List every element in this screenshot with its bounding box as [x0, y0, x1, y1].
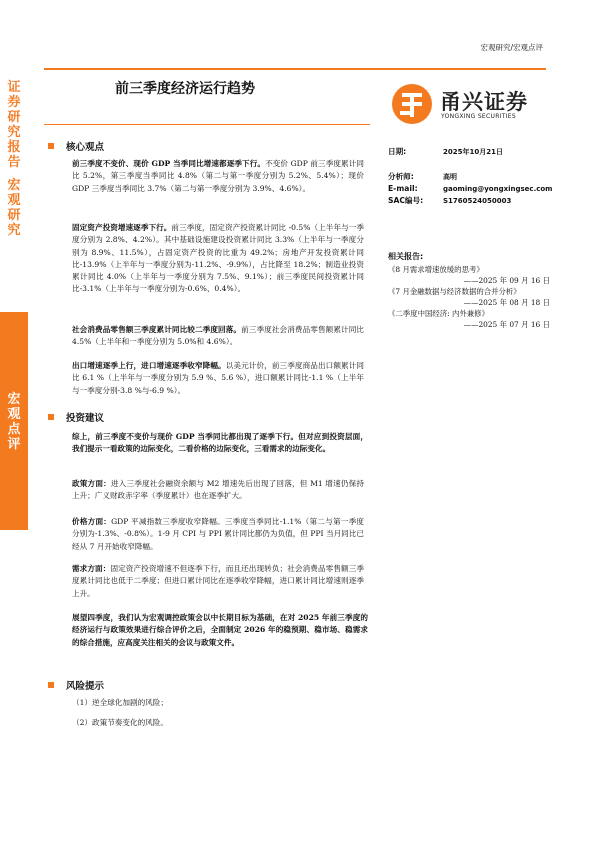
- date-value: 2025年10月21日: [443, 148, 503, 156]
- bullet-square-icon: [48, 143, 54, 149]
- related-report-item[interactable]: [388, 264, 550, 286]
- invest-paragraph-lead: 综上，前三季度不变价与现价 GDP 当季同比都出现了逐季下行。但对应到投资层面，我们提示一看政策的边际变化，二看价格的边际变化，三看需求的边际变化。: [72, 432, 368, 454]
- invest-paragraph-lead: 需求方面：: [72, 564, 111, 573]
- analyst-label: 分析师:: [388, 172, 414, 181]
- risk-item: （2）政策节奏变化的风险。: [72, 718, 168, 727]
- email-value[interactable]: gaoming@yongxingsec.com: [443, 185, 553, 193]
- core-paragraph-lead: 社会消费品零售额三季度累计同比较二季度回落。: [72, 325, 242, 334]
- invest-paragraph-body: 固定资产投资增速不但逐季下行，而且还出现转负；社会消费品零售额三季度累计同比也低于二季度；但进口累计同比在逐季收窄降幅，进口累计同比增速则逐季上升。: [72, 564, 365, 598]
- bullet-square-icon: [48, 414, 54, 420]
- section-invest-title: 投资建议: [66, 413, 105, 424]
- core-paragraph-lead: 前三季度不变价、现价 GDP 当季同比增速都逐季下行。: [72, 159, 266, 168]
- date-row: [388, 146, 503, 159]
- related-report-title[interactable]: 《7 月金融数据与经济数据的合并分析》: [388, 287, 521, 296]
- header-category: 宏观研究/宏观点评: [480, 43, 543, 52]
- page-title: 前三季度经济运行趋势: [115, 81, 255, 97]
- date-label: 日期:: [388, 147, 407, 156]
- email-row: [388, 183, 552, 196]
- related-report-item[interactable]: [388, 308, 550, 330]
- related-report-title[interactable]: 《二季度中国经济: 内外兼修》: [388, 309, 489, 318]
- core-paragraph: [72, 324, 364, 349]
- core-paragraph-body: 以美元计价，前三季度商品出口额累计同比 6.1 %（上半年与一季度分别为 5.9 %、5.6 %），进口额累计同比-1.1 %（上半年与一季度分别-3.8 %与-6.9 %）。: [72, 361, 364, 395]
- related-report-date: ——2025 年 09 月 16 日: [463, 276, 550, 285]
- sidebar-label-comment: 宏观点评: [7, 392, 21, 452]
- risk-item: （1）逆全球化加剧的风险；: [72, 698, 168, 707]
- related-reports-heading: 相关报告:: [388, 252, 424, 261]
- core-paragraph-lead: 固定资产投资增速逐季下行。: [72, 223, 172, 232]
- invest-paragraph: [72, 431, 368, 456]
- invest-paragraph-lead: 价格方面：: [72, 517, 112, 526]
- invest-paragraph: [72, 563, 364, 600]
- section-risk-title: 风险提示: [66, 681, 105, 692]
- sidebar-label-macro: 宏观研究: [7, 178, 21, 238]
- section-core-heading: [48, 139, 104, 153]
- related-report-item[interactable]: [388, 286, 550, 308]
- invest-paragraph-lead: 展望四季度，我们认为宏观调控政策会以中长期目标为基础，在对 2025 年前三季度的经济运行与政策效果进行综合评价之后，全面制定 2026 年的稳预期、稳市场、稳需求的综合措施，应高度关注相关的会议与政策文件。: [72, 613, 368, 647]
- core-paragraph-body: 前三季度社会消费品零售额累计同比 4.5%（上半年和一季度分别为 5.0%和 4.6%）。: [72, 325, 365, 347]
- sac-row: [388, 195, 511, 208]
- invest-paragraph: [72, 516, 364, 553]
- email-label: E-mail:: [388, 184, 418, 193]
- analyst-value: 高明: [443, 173, 457, 181]
- sac-label: SAC编号:: [388, 196, 424, 205]
- invest-paragraph-body: GDP 平减指数三季度收窄降幅。三季度当季同比-1.1%（第二与第一季度分别为-1.3%、-0.8%）。1-9 月 CPI 与 PPI 累计同比都仍为负值，但 PPI 当月同比已经从 7 月开始收窄降幅。: [72, 517, 364, 551]
- core-paragraph: [72, 222, 364, 296]
- section-risk-heading: [48, 678, 104, 692]
- core-paragraph: [72, 360, 364, 397]
- bullet-square-icon: [48, 682, 54, 688]
- invest-paragraph: [72, 478, 364, 503]
- logo-name: 甬兴证券: [440, 90, 528, 114]
- core-paragraph-lead: 出口增速逐季上行，进口增速逐季收窄降幅。: [72, 361, 226, 370]
- core-paragraph-body: 不变价 GDP 前三季度累计同比 5.2%，第三季度当季同比 4.8%（第二与第一季度分别为 5.2%、5.4%）；现价 GDP 三季度当季同比 3.7%（第二与第一季度分别为 3.9%、4.6%）。: [72, 159, 364, 193]
- sac-value: S1760524050003: [443, 197, 512, 205]
- related-report-date: ——2025 年 08 月 18 日: [463, 298, 550, 307]
- header-divider: [44, 68, 546, 70]
- logo-subtitle: YONGXING SECURITIES: [441, 113, 516, 120]
- section-invest-heading: [48, 410, 104, 424]
- title-divider: [44, 124, 370, 125]
- section-core-title: 核心观点: [66, 142, 105, 153]
- invest-paragraph-lead: 政策方面：: [72, 479, 111, 488]
- sidebar-label-report: 证券研究报告: [7, 80, 21, 170]
- core-paragraph-body: 前三季度，固定资产投资累计同比 -0.5%（上半年与一季度分别为 2.8%、4.2%）。其中基础设施建设投资累计同比 3.3%（上半年与一季度分别为 8.9%、11.5%），占固定资产投资的比重为 49.2%；房地产开发投资累计同比-13.9%（上半年与一季度分别为-11.2%、-9.9%），占比降至 18.2%；制造业投资累计同比 4.0%（上半年与一季度分别为 7.5%、9.1%）；前三季度民间投资累计同比-3.1%（上半年与一季度分别为-0.6%、0.4%）。: [72, 223, 364, 294]
- invest-paragraph: [72, 612, 368, 649]
- invest-paragraph-body: 进入三季度社会融资余额与 M2 增速先后出现了回落，但 M1 增速仍保持上升；广义财政赤字率（季度累计）也在逐季扩大。: [72, 479, 365, 501]
- related-report-date: ——2025 年 07 月 16 日: [463, 320, 550, 329]
- related-report-title[interactable]: 《8 月需求增速放缓的思考》: [388, 265, 484, 274]
- core-paragraph: [72, 158, 364, 195]
- analyst-row: [388, 171, 457, 184]
